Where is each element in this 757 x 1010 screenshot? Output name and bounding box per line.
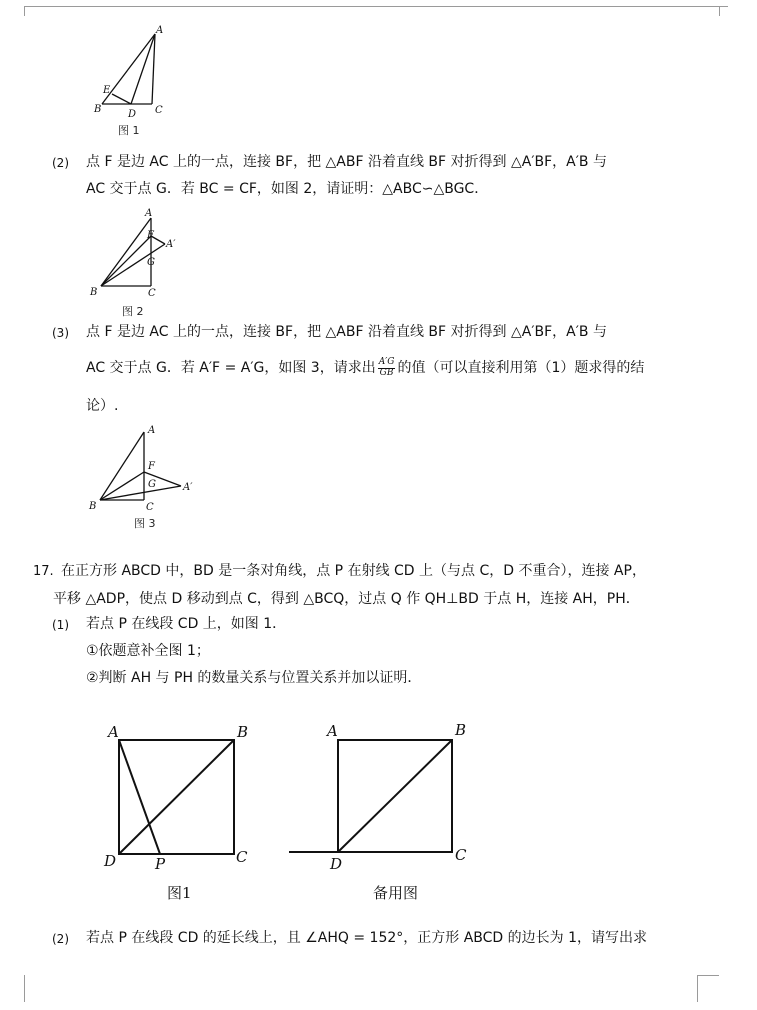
corner-mark-bottom-right-h bbox=[697, 975, 719, 976]
part3-line1: 点 F 是边 AC 上的一点，连接 BF，把 △ABF 沿着直线 BF 对折得到 △A′BF，A′B 与 bbox=[86, 324, 607, 340]
spare-label-b: B bbox=[455, 721, 467, 739]
sq1-label-p: P bbox=[155, 855, 166, 873]
sq1-label-a: A bbox=[108, 723, 119, 741]
spare-label-d: D bbox=[330, 855, 343, 873]
square-figure-1 bbox=[95, 718, 265, 878]
part2-line1: 点 F 是边 AC 上的一点，连接 BF，把 △ABF 沿着直线 BF 对折得到 △A′BF，A′B 与 bbox=[86, 154, 607, 170]
spare-figure-caption: 备用图 bbox=[373, 884, 419, 902]
spare-figure bbox=[285, 718, 480, 878]
sq1-label-c: C bbox=[236, 848, 248, 866]
figure-2-folding bbox=[86, 205, 186, 305]
q17-line1: 在正方形 ABCD 中，BD 是一条对角线，点 P 在射线 CD 上（与点 C，D 不重合），连接 AP， bbox=[61, 563, 646, 579]
fig1-label-a: A bbox=[156, 25, 164, 36]
fig3-label-b: B bbox=[89, 501, 97, 512]
part3-line2-post: 的值（可以直接利用第（1）题求得的结 bbox=[397, 360, 645, 376]
part3-line2-pre: AC 交于点 G．若 A′F = A′G，如图 3，请求出 bbox=[86, 360, 376, 376]
fig3-label-g: G bbox=[148, 479, 156, 490]
fig2-label-a-prime: A′ bbox=[166, 239, 176, 250]
fig3-label-f: F bbox=[148, 461, 155, 472]
q17-sub2-text: 若点 P 在线段 CD 的延长线上，且 ∠AHQ = 152°，正方形 ABCD 的边长为 1，请写出求 bbox=[86, 930, 648, 946]
fig2-label-g: G bbox=[147, 257, 155, 268]
spare-label-a: A bbox=[327, 722, 338, 740]
spare-label-c: C bbox=[455, 846, 467, 864]
corner-mark-bottom-left-v bbox=[24, 975, 25, 1002]
sq1-label-b: B bbox=[237, 723, 249, 741]
fig1-caption: 图 1 bbox=[118, 124, 140, 137]
q17-item2: ②判断 AH 与 PH 的数量关系与位置关系并加以证明． bbox=[86, 670, 422, 686]
fig1-label-d: D bbox=[128, 109, 137, 120]
square-figure-1-caption: 图1 bbox=[167, 884, 192, 902]
fig1-label-c: C bbox=[155, 105, 163, 116]
part3-number: (3) bbox=[52, 326, 69, 340]
fig2-label-f: F bbox=[147, 230, 154, 241]
fig1-label-e: E bbox=[103, 85, 111, 96]
q17-sub2-number: (2) bbox=[52, 932, 69, 946]
q17-sub1-text: 若点 P 在线段 CD 上，如图 1． bbox=[86, 616, 287, 632]
fraction-denominator: GB bbox=[379, 368, 394, 378]
fig3-label-c: C bbox=[146, 502, 154, 513]
fig2-label-a: A bbox=[145, 208, 153, 219]
figure-3-folding bbox=[86, 422, 196, 517]
q17-item1: ①依题意补全图 1； bbox=[86, 643, 210, 659]
fig3-label-a: A bbox=[148, 425, 156, 436]
corner-mark-top-left bbox=[24, 6, 25, 16]
fig2-label-c: C bbox=[148, 288, 156, 299]
corner-mark-bottom-right-v bbox=[697, 975, 698, 1002]
fig2-label-b: B bbox=[90, 287, 98, 298]
fig1-label-b: B bbox=[94, 104, 102, 115]
part2-line2: AC 交于点 G．若 BC = CF，如图 2，请证明：△ABC∽△BGC． bbox=[86, 181, 489, 197]
top-rule bbox=[24, 6, 728, 7]
fig3-caption: 图 3 bbox=[134, 517, 156, 530]
q17-line2: 平移 △ADP，使点 D 移动到点 C，得到 △BCQ，过点 Q 作 QH⊥BD 于点 H，连接 AH，PH． bbox=[53, 591, 640, 607]
sq1-label-d: D bbox=[104, 852, 117, 870]
fraction bbox=[378, 358, 396, 378]
fig3-label-a-prime: A′ bbox=[183, 482, 193, 493]
figure-1-triangle bbox=[88, 22, 178, 122]
fig2-caption: 图 2 bbox=[122, 305, 144, 318]
fraction-numerator: A′G bbox=[378, 357, 395, 367]
q17-number: 17. bbox=[33, 564, 54, 579]
part2-number: (2) bbox=[52, 156, 69, 170]
part3-line3: 论）. bbox=[86, 398, 119, 414]
part3-line2 bbox=[86, 358, 644, 378]
q17-sub1-number: (1) bbox=[52, 618, 69, 632]
corner-mark-top-right bbox=[719, 6, 720, 16]
